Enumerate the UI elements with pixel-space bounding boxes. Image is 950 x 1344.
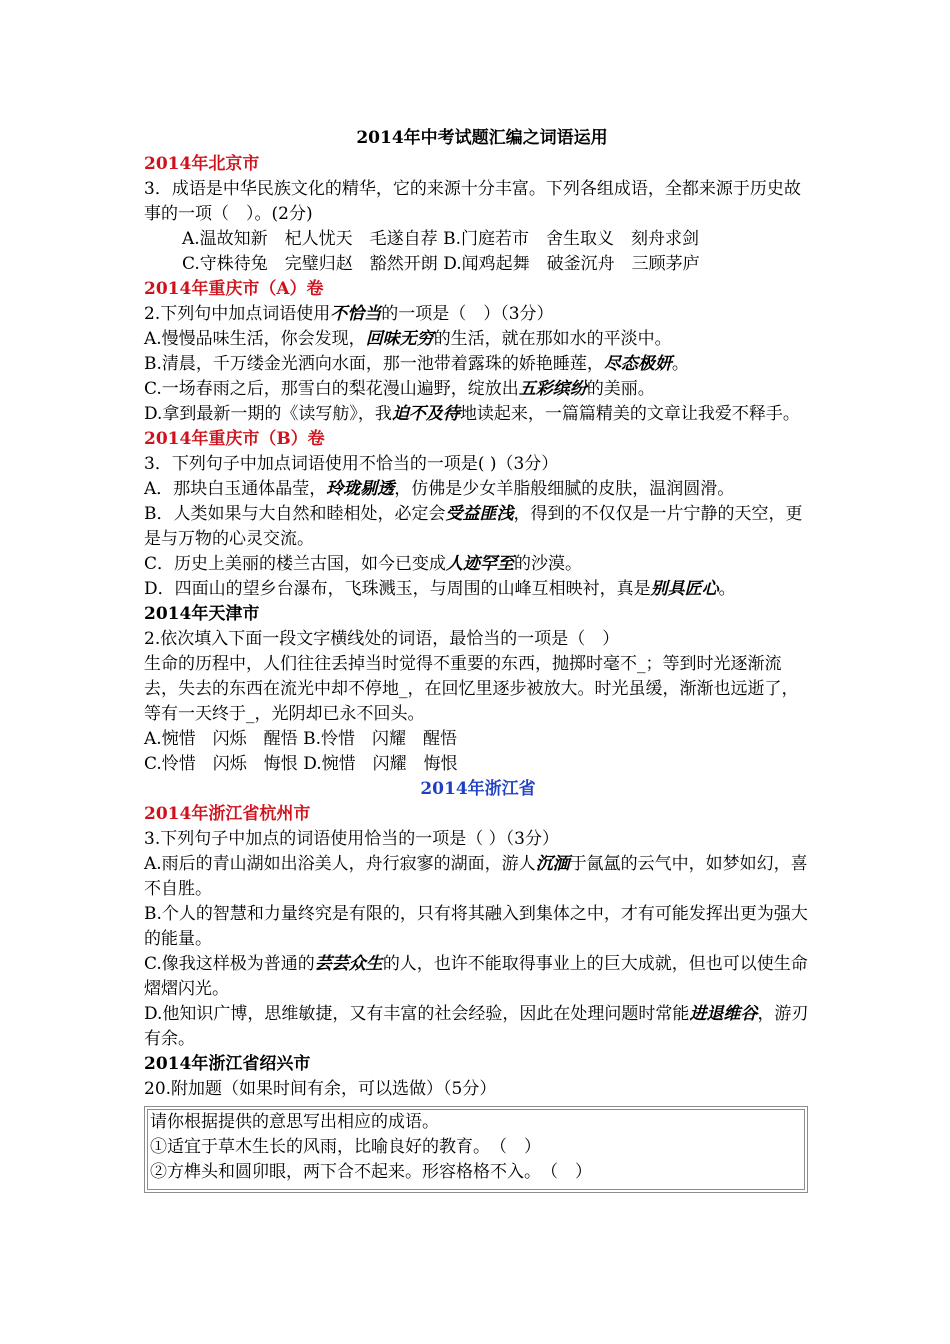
section-heading-tianjin: 2014年天津市 bbox=[144, 604, 260, 624]
option-a: A．那块白玉通体晶莹，玲珑剔透，仿佛是少女羊脂般细腻的皮肤，温润圆滑。 bbox=[144, 479, 735, 499]
option-line: C.守株待兔 完璧归赵 豁然开朗 D.闻鸡起舞 破釜沉舟 三顾茅庐 bbox=[182, 254, 700, 274]
section-heading-shaoxing: 2014年浙江省绍兴市 bbox=[144, 1054, 311, 1074]
emphasis-text: 沉湎 bbox=[535, 854, 570, 874]
emphasis-text: 别具匠心 bbox=[650, 579, 719, 599]
question-text: 3.下列句子中加点的词语使用恰当的一项是（ ）（3分） bbox=[144, 829, 559, 849]
document-page bbox=[144, 126, 812, 1193]
emphasis-text: 玲珑剔透 bbox=[326, 479, 395, 499]
box-item-1: ①适宜于草木生长的风雨，比喻良好的教育。 （ ） bbox=[150, 1137, 541, 1157]
option-c: C.像我这样极为普通的芸芸众生的人，也许不能取得事业上的巨大成就，但也可以使生命熠熠闪光。 bbox=[144, 954, 808, 999]
emphasis-text: 不恰当 bbox=[330, 304, 382, 324]
emphasis-text: 迫不及待 bbox=[391, 404, 460, 424]
emphasis-text: 五彩缤纷 bbox=[518, 379, 587, 399]
section-heading-chongqing-b: 2014年重庆市（B）卷 bbox=[144, 429, 325, 449]
section-heading-chongqing-a: 2014年重庆市（A）卷 bbox=[144, 279, 324, 299]
option-b: B．人类如果与大自然和睦相处，必定会受益匪浅，得到的不仅仅是一片宁静的天空，更是与万物的心灵交流。 bbox=[144, 504, 803, 549]
box-intro: 请你根据提供的意思写出相应的成语。 bbox=[150, 1112, 439, 1132]
option-line: A.温故知新 杞人忧天 毛遂自荐 B.门庭若市 舍生取义 刻舟求剑 bbox=[182, 229, 699, 249]
option-b: B.个人的智慧和力量终究是有限的，只有将其融入到集体之中，才有可能发挥出更为强大的能量。 bbox=[144, 904, 808, 949]
option-line: C.怜惜 闪烁 悔恨 D.惋惜 闪耀 悔恨 bbox=[144, 754, 458, 774]
section-heading-beijing: 2014年北京市 bbox=[144, 154, 260, 174]
option-c: C.一场春雨之后，那雪白的梨花漫山遍野，绽放出五彩缤纷的美丽。 bbox=[144, 379, 655, 399]
option-b: B.清晨，千万缕金光洒向水面，那一池带着露珠的娇艳睡莲，尽态极妍。 bbox=[144, 354, 689, 374]
section-heading-zhejiang: 2014年浙江省 bbox=[420, 779, 536, 799]
page-title: 2014年中考试题汇编之词语运用 bbox=[356, 128, 608, 148]
question-text: 20.附加题（如果时间有余，可以选做）（5分） bbox=[144, 1079, 497, 1099]
passage-text: 生命的历程中，人们往往丢掉当时觉得不重要的东西，抛掷时毫不_；等到时光逐渐流去，失去的东西在流光中却不停地_，在回忆里逐步被放大。时光虽缓，渐渐也远逝了，等有一天终于_，光阴却已永不回头。 bbox=[144, 654, 799, 724]
option-line: A.惋惜 闪烁 醒悟 B.怜惜 闪耀 醒悟 bbox=[144, 729, 457, 749]
question-text: 2.依次填入下面一段文字横线处的词语，最恰当的一项是（ ） bbox=[144, 629, 620, 649]
option-c: C．历史上美丽的楼兰古国，如今已变成人迹罕至的沙漠。 bbox=[144, 554, 583, 574]
answer-box bbox=[144, 1106, 808, 1193]
question-text: 3．成语是中华民族文化的精华，它的来源十分丰富。下列各组成语，全都来源于历史故事的一项（ ）。(2分) bbox=[144, 179, 801, 224]
option-a: A.慢慢品味生活，你会发现，回味无穷的生活，就在那如水的平淡中。 bbox=[144, 329, 672, 349]
question-text: 3．下列句子中加点词语使用不恰当的一项是( )（3分） bbox=[144, 454, 559, 474]
question-text: 2.下列句中加点词语使用不恰当的一项是（ ）（3分） bbox=[144, 304, 554, 324]
emphasis-text: 受益匪浅 bbox=[445, 504, 514, 524]
emphasis-text: 尽态极妍 bbox=[603, 354, 672, 374]
emphasis-text: 回味无穷 bbox=[365, 329, 434, 349]
emphasis-text: 芸芸众生 bbox=[314, 954, 383, 974]
emphasis-text: 人迹罕至 bbox=[446, 554, 515, 574]
emphasis-text: 进退维谷 bbox=[689, 1004, 758, 1024]
section-heading-hangzhou: 2014年浙江省杭州市 bbox=[144, 804, 311, 824]
answer-box-inner bbox=[147, 1109, 805, 1190]
option-d: D.他知识广博，思维敏捷，又有丰富的社会经验，因此在处理问题时常能进退维谷，游刃有余。 bbox=[144, 1004, 809, 1049]
option-d: D.拿到最新一期的《读写舫》，我迫不及待地读起来，一篇篇精美的文章让我爱不释手。 bbox=[144, 404, 800, 424]
box-item-2: ②方榫头和圆卯眼，两下合不起来。形容格格不入。 （ ） bbox=[150, 1162, 592, 1182]
option-d: D．四面山的望乡台瀑布，飞珠溅玉，与周围的山峰互相映衬，真是别具匠心。 bbox=[144, 579, 736, 599]
option-a: A.雨后的青山湖如出浴美人，舟行寂寥的湖面，游人沉湎于氤氲的云气中，如梦如幻，喜不自胜。 bbox=[144, 854, 808, 899]
